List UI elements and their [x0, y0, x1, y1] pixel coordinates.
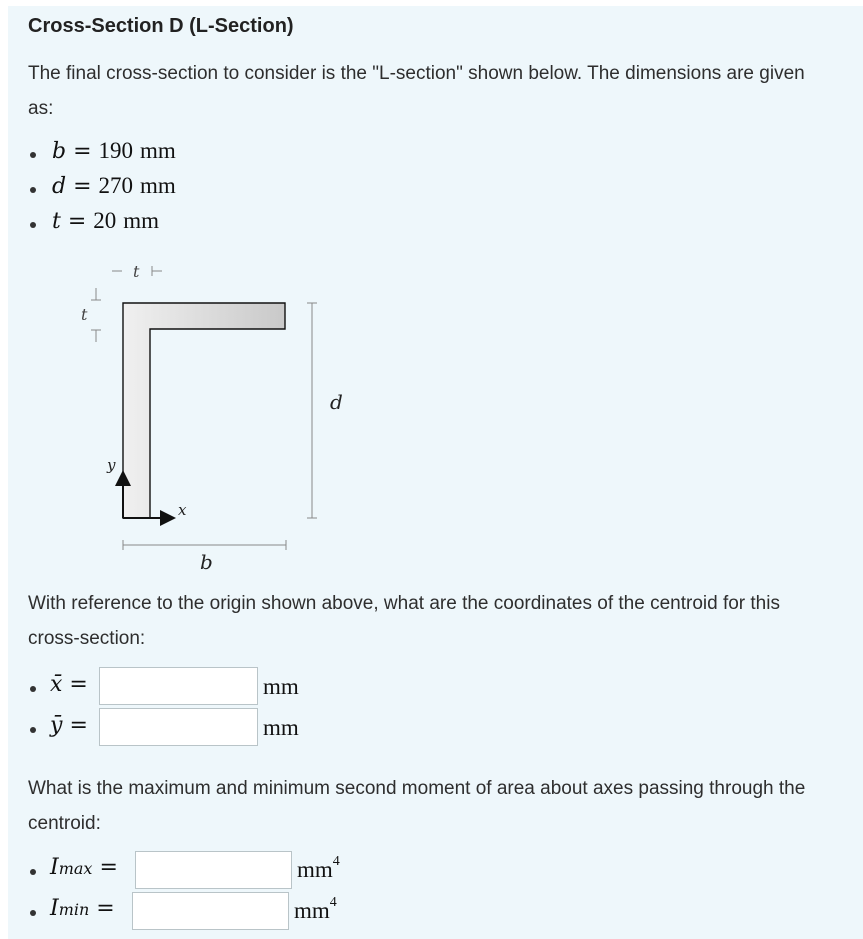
bullet	[30, 727, 36, 733]
xbar-input[interactable]	[99, 667, 258, 705]
section-title: Cross-Section D (L-Section)	[28, 15, 294, 37]
imax-unit: $mm^4$	[297, 854, 340, 882]
y-axis-label: y	[107, 456, 116, 474]
centroid-question: With reference to the origin shown above, what are the coordinates of the centroid for this cross-section:	[28, 593, 780, 649]
x-axis-label: x	[178, 501, 187, 519]
imax-input[interactable]	[135, 851, 292, 889]
bullet	[30, 686, 36, 692]
dimension-b: b = 190 mm	[52, 138, 176, 164]
xbar-unit: mm	[263, 674, 299, 699]
bullet	[30, 910, 36, 916]
moment-question: What is the maximum and minimum second moment of area about axes passing through the centroid:	[28, 778, 806, 834]
xbar-label: x̄ =	[50, 672, 88, 697]
intro-text: The final cross-section to consider is the "L-section" shown below. The dimensions are given as:	[28, 63, 805, 119]
dimension-d: d = 270 mm	[52, 173, 176, 199]
imin-input[interactable]	[132, 892, 289, 930]
imin-unit: $mm^4$	[294, 895, 337, 923]
ybar-input[interactable]	[99, 708, 258, 746]
ybar-unit: mm	[263, 715, 299, 740]
t-dim-label-side: t	[81, 305, 88, 324]
d-dim-label: d	[330, 390, 343, 414]
ybar-label: ȳ =	[50, 713, 88, 738]
dimension-t: t = 20 mm	[52, 208, 160, 234]
t-dim-label-top: t	[133, 262, 140, 281]
imax-label: Imax =	[50, 855, 118, 880]
bullet	[30, 869, 36, 875]
b-dim-label: b	[200, 550, 213, 574]
imin-label: Imin =	[50, 896, 115, 921]
l-section-shape	[123, 303, 285, 518]
